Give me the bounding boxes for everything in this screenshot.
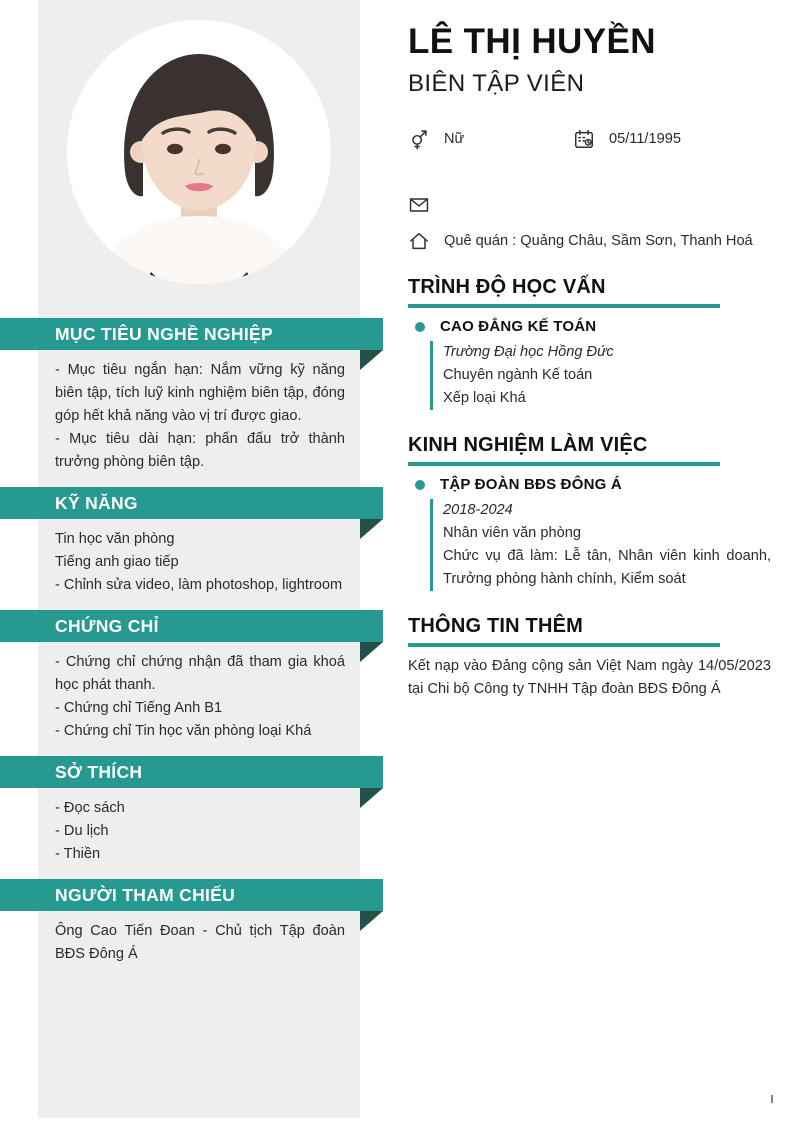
sidebar xyxy=(38,0,360,1118)
certificate-item: - Chứng chỉ Tiếng Anh B1 xyxy=(55,700,223,716)
bullet-dot-icon xyxy=(415,480,425,490)
home-icon xyxy=(408,230,430,252)
skill-item: Tin học văn phòng xyxy=(55,531,175,547)
sidebar-section-body xyxy=(38,642,360,754)
certificate-item: - Chứng chỉ chứng nhận đã tham gia khoá học phát thanh. xyxy=(55,654,345,693)
hobby-item: - Du lịch xyxy=(55,823,109,839)
education-school: Trường Đại học Hồng Đức xyxy=(443,344,614,361)
email-cell xyxy=(408,194,444,216)
sidebar-section-body xyxy=(38,519,360,608)
entry-head xyxy=(408,318,771,335)
entry-head xyxy=(408,476,771,493)
sidebar-section-certificates xyxy=(38,610,360,754)
education-grade: Xếp loại Khá xyxy=(443,390,526,407)
envelope-icon xyxy=(408,194,430,216)
sidebar-section-title: NGƯỜI THAM CHIẾU xyxy=(55,884,236,905)
main-section-additional-info xyxy=(408,615,771,701)
section-underline xyxy=(408,304,720,308)
main-section-education xyxy=(408,276,771,410)
sidebar-section-header xyxy=(0,610,383,642)
ribbon-fold xyxy=(360,642,383,662)
sidebar-section-header xyxy=(0,487,383,519)
sidebar-section-references xyxy=(38,879,360,977)
profile-photo-wrap xyxy=(38,0,360,284)
additional-info-paragraph: Kết nạp vào Đảng cộng sản Việt Nam ngày 14/05/2023 tại Chi bộ Công ty TNHH Tập đoàn BĐS Đông Á xyxy=(408,658,771,698)
experience-company: TẬP ĐOÀN BĐS ĐÔNG Á xyxy=(440,476,622,494)
sidebar-section-title: SỞ THÍCH xyxy=(55,761,143,782)
info-row-address xyxy=(408,230,771,252)
certificate-item: - Chứng chỉ Tin học văn phòng loại Khá xyxy=(55,723,312,739)
section-title: KINH NGHIỆM LÀM VIỆC xyxy=(408,434,648,457)
experience-period: 2018-2024 xyxy=(443,502,513,519)
skill-item: - Chỉnh sửa video, làm photoshop, lightroom xyxy=(55,577,343,593)
gender-value: Nữ xyxy=(444,131,465,148)
hobby-item: - Đọc sách xyxy=(55,800,125,816)
sidebar-section-title: CHỨNG CHỈ xyxy=(55,615,159,636)
entry-body xyxy=(430,499,771,591)
job-title: BIÊN TẬP VIÊN xyxy=(408,70,585,98)
sidebar-section-body xyxy=(38,788,360,877)
info-row-gender-birthday xyxy=(408,128,771,150)
ribbon-fold xyxy=(360,911,383,931)
sidebar-section-body xyxy=(38,350,360,485)
sidebar-section-title: MỤC TIÊU NGHỀ NGHIỆP xyxy=(55,323,273,344)
sidebar-section-objective xyxy=(38,318,360,485)
ribbon-fold xyxy=(360,788,383,808)
objective-long-term: - Mục tiêu dài hạn: phấn đấu trở thành trưởng phòng biên tập. xyxy=(55,431,345,470)
avatar xyxy=(67,20,331,284)
main-column xyxy=(408,0,771,716)
sidebar-section-header xyxy=(0,879,383,911)
info-row-email xyxy=(408,194,771,216)
calendar-icon xyxy=(573,128,595,150)
experience-positions: Chức vụ đã làm: Lễ tân, Nhân viên kinh doanh, Trưởng phòng hành chính, Kiểm soát xyxy=(443,548,771,588)
sidebar-section-title: KỸ NĂNG xyxy=(55,492,138,513)
section-underline xyxy=(408,643,720,647)
education-major: Chuyên ngành Kế toán xyxy=(443,367,593,384)
section-title: TRÌNH ĐỘ HỌC VẤN xyxy=(408,276,606,299)
education-degree: CAO ĐẲNG KẾ TOÁN xyxy=(440,318,597,336)
gender-icon xyxy=(408,128,430,150)
birthday-value: 05/11/1995 xyxy=(609,131,681,148)
sidebar-section-header xyxy=(0,318,383,350)
ribbon-fold xyxy=(360,350,383,370)
bullet-dot-icon xyxy=(415,322,425,332)
birthday-cell xyxy=(573,128,681,150)
address-cell xyxy=(408,230,753,252)
main-section-experience xyxy=(408,434,771,591)
skill-item: Tiếng anh giao tiếp xyxy=(55,554,179,570)
objective-short-term: - Mục tiêu ngắn hạn: Nắm vững kỹ năng biên tập, tích luỹ kinh nghiệm biên tập, đóng góp hết khả năng vào vị trí được giao. xyxy=(55,362,345,424)
personal-info xyxy=(408,128,771,252)
sidebar-section-header xyxy=(0,756,383,788)
education-entry xyxy=(408,318,771,410)
gender-cell xyxy=(408,128,573,150)
avatar-portrait-illustration xyxy=(67,20,331,284)
entry-body xyxy=(430,341,771,410)
address-value: Quê quán : Quảng Châu, Sầm Sơn, Thanh Hoá xyxy=(444,233,753,250)
hobby-item: - Thiền xyxy=(55,846,101,862)
ribbon-fold xyxy=(360,519,383,539)
section-title: THÔNG TIN THÊM xyxy=(408,615,584,638)
sidebar-section-hobbies xyxy=(38,756,360,877)
experience-role: Nhân viên văn phòng xyxy=(443,525,581,542)
page-title-name: LÊ THỊ HUYỀN xyxy=(408,22,656,61)
reference-item: Ông Cao Tiến Đoan - Chủ tịch Tập đoàn BĐS Đông Á xyxy=(55,923,345,962)
stray-cursor-mark xyxy=(771,1095,773,1103)
section-underline xyxy=(408,462,720,466)
experience-entry xyxy=(408,476,771,591)
sidebar-section-body xyxy=(38,911,360,977)
sidebar-section-skills xyxy=(38,487,360,608)
